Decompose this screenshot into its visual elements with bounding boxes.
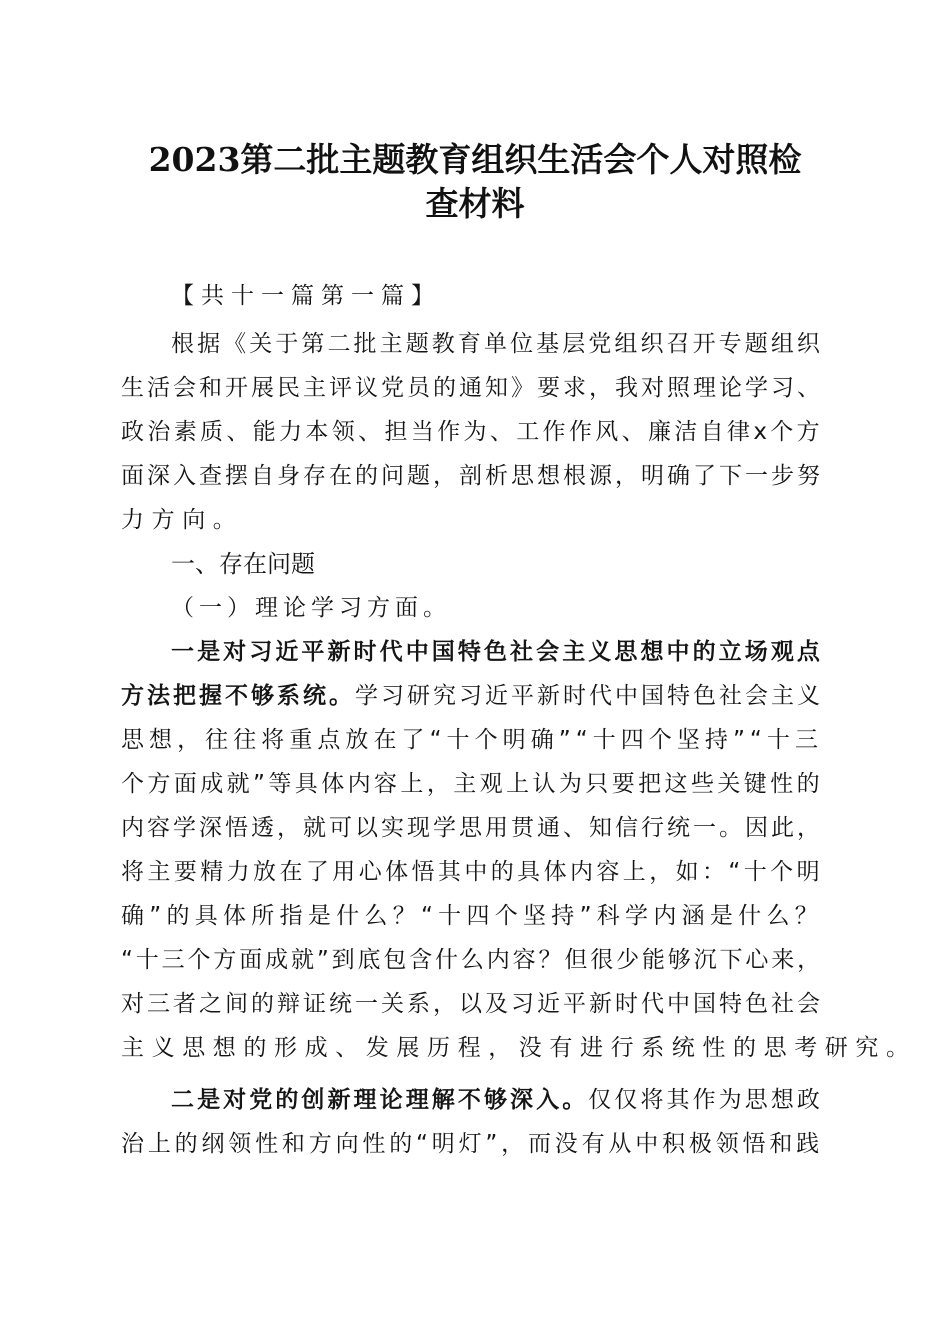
text-line: [121, 762, 823, 806]
line-text: 思想，往往将重点放在了“十个明确”“十四个坚持”“十三: [121, 727, 823, 753]
line-text: 政治素质、能力本领、担当作为、工作作风、廉洁自律x个方: [121, 419, 823, 445]
document-title-line-2: 查材料: [425, 184, 525, 223]
text-line: [171, 322, 823, 366]
section-heading: 一、存在问题: [171, 550, 315, 578]
line-text: 将主要精力放在了用心体悟其中的具体内容上，如：“十个明: [121, 859, 823, 885]
text-line: [121, 894, 823, 938]
document-title-line-1: 2023第二批主题教育组织生活会个人对照检: [148, 140, 802, 179]
line-text: 确”的具体所指是什么？“十四个坚持”科学内涵是什么？: [121, 903, 823, 929]
text-line: [121, 498, 823, 542]
line-text: “十三个方面成就”到底包含什么内容？但很少能够沉下心来，: [121, 947, 823, 973]
line-text: 内容学深悟透，就可以实现学思用贯通、知信行统一。因此，: [121, 815, 823, 841]
text-line: [121, 410, 823, 454]
line-text: 仅仅将其作为思想政: [588, 1087, 824, 1113]
text-line: [121, 674, 823, 718]
line-text: 生活会和开展民主评议党员的通知》要求，我对照理论学习、: [121, 375, 823, 401]
text-line: [171, 630, 823, 674]
text-line: [121, 850, 823, 894]
bold-lead-phrase: 方法把握不够系统。: [121, 683, 355, 709]
text-line: [121, 718, 823, 762]
text-line: [121, 806, 823, 850]
line-text: 个方面成就”等具体内容上，主观上认为只要把这些关键性的: [121, 771, 823, 797]
series-note: 【共十一篇第一篇】: [171, 283, 441, 309]
line-text: 主义思想的形成、发展历程，没有进行系统性的思考研究。: [121, 1035, 917, 1061]
line-text: 治上的纲领性和方向性的“明灯”，而没有从中积极领悟和践: [121, 1131, 823, 1157]
text-line: [121, 1026, 917, 1070]
bold-lead-phrase: 一是对习近平新时代中国特色社会主义思想中的立场观点: [171, 639, 823, 665]
line-text: 根据《关于第二批主题教育单位基层党组织召开专题组织: [171, 331, 823, 357]
text-line: [121, 982, 823, 1026]
bold-lead-phrase: 二是对党的创新理论理解不够深入。: [171, 1087, 589, 1113]
line-text: 学习研究习近平新时代中国特色社会主义: [355, 683, 823, 709]
text-line: [171, 1078, 823, 1122]
text-line: [121, 938, 823, 982]
subsection-heading: （一）理论学习方面。: [171, 595, 451, 621]
text-line: [121, 1122, 823, 1166]
text-line: [121, 454, 823, 498]
line-text: 力方向。: [121, 507, 244, 533]
line-text: 对三者之间的辩证统一关系，以及习近平新时代中国特色社会: [121, 991, 823, 1017]
line-text: 面深入查摆自身存在的问题，剖析思想根源，明确了下一步努: [121, 463, 823, 489]
text-line: [121, 366, 823, 410]
